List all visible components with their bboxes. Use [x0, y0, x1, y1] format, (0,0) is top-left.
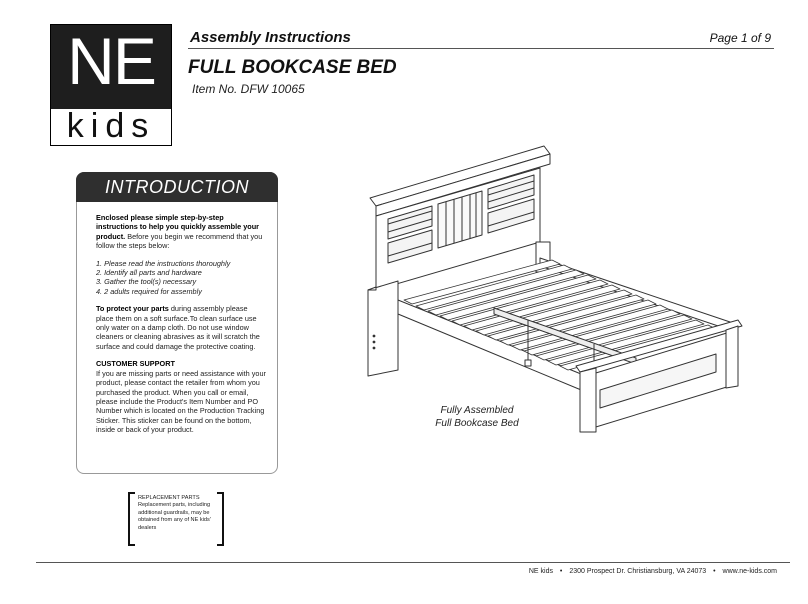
intro-lead-rest: Before you begin we recommend that you follow the steps below:: [96, 231, 263, 251]
footboard-post-right: [726, 326, 738, 388]
document-type-title: Assembly Instructions: [190, 29, 351, 46]
logo-band: [51, 109, 171, 145]
replacement-body: Replacement parts, including additional guardrails, may be obtained from any of NE kids' dealers: [138, 502, 211, 531]
customer-support-text: If you are missing parts or need assistance with your product, please contact the retailer from whom you purchased the product. When you call or email, please include the Product's Item Number and PO Number which is located on the Production Tracking Sticker. This sticker can be found on the bottom, inside or back of your product.: [96, 368, 266, 435]
footer-bullet: •: [559, 568, 563, 575]
caption-line-1: Fully Assembled: [440, 405, 514, 416]
protect-rest: during assembly please place them on a soft surface.To clean surface use only water on a damp cloth. Do not use window cleaners or cleaning abrasives as it will scratch the surface and could damage the protective coating.: [96, 304, 260, 351]
steps-list: [96, 259, 266, 297]
introduction-heading: INTRODUCTION: [76, 172, 278, 202]
headboard-post-left: [368, 281, 398, 376]
bed-illustration: [364, 140, 754, 440]
step-item: 1. Please read the instructions thoroughly: [96, 258, 231, 268]
replacement-parts-text: [138, 495, 220, 532]
support-paragraph: [96, 359, 266, 434]
item-number: Item No. DFW 10065: [192, 82, 305, 96]
footer-divider: [36, 562, 790, 563]
introduction-panel: [76, 172, 278, 474]
customer-support-heading: CUSTOMER SUPPORT: [96, 359, 175, 369]
step-item: 4. 2 adults required for assembly: [96, 286, 202, 296]
page-indicator: Page 1 of 9: [709, 31, 771, 45]
footer-address: 2300 Prospect Dr. Christiansburg, VA 24073: [569, 568, 707, 575]
header-divider: [188, 48, 774, 49]
footer-brand: NE kids: [528, 568, 553, 575]
protect-paragraph: [96, 304, 266, 351]
intro-lead-paragraph: [96, 213, 266, 251]
step-item: 3. Gather the tool(s) necessary: [96, 277, 197, 287]
logo-ne-text: NE: [67, 24, 155, 98]
illustration-caption: [427, 404, 527, 430]
replacement-heading: REPLACEMENT PARTS: [138, 495, 200, 501]
protect-bold: To protect your parts: [96, 304, 169, 314]
product-title: FULL BOOKCASE BED: [188, 57, 397, 78]
bracket-left: [128, 492, 135, 546]
brand-logo: [50, 24, 172, 146]
replacement-parts-note: [128, 492, 224, 542]
footer-website[interactable]: www.ne-kids.com: [722, 568, 777, 575]
footer: [529, 568, 777, 575]
introduction-body: [96, 213, 266, 443]
logo-kids-text: kids: [66, 107, 156, 145]
footboard-post-left: [580, 368, 596, 432]
footer-bullet: •: [713, 568, 716, 575]
intro-lead-bold: Enclosed please simple step-by-step instructions to help you quickly assemble your product.: [96, 213, 260, 241]
caption-line-2: Full Bookcase Bed: [435, 418, 519, 429]
step-item: 2. Identify all parts and hardware: [96, 268, 202, 278]
